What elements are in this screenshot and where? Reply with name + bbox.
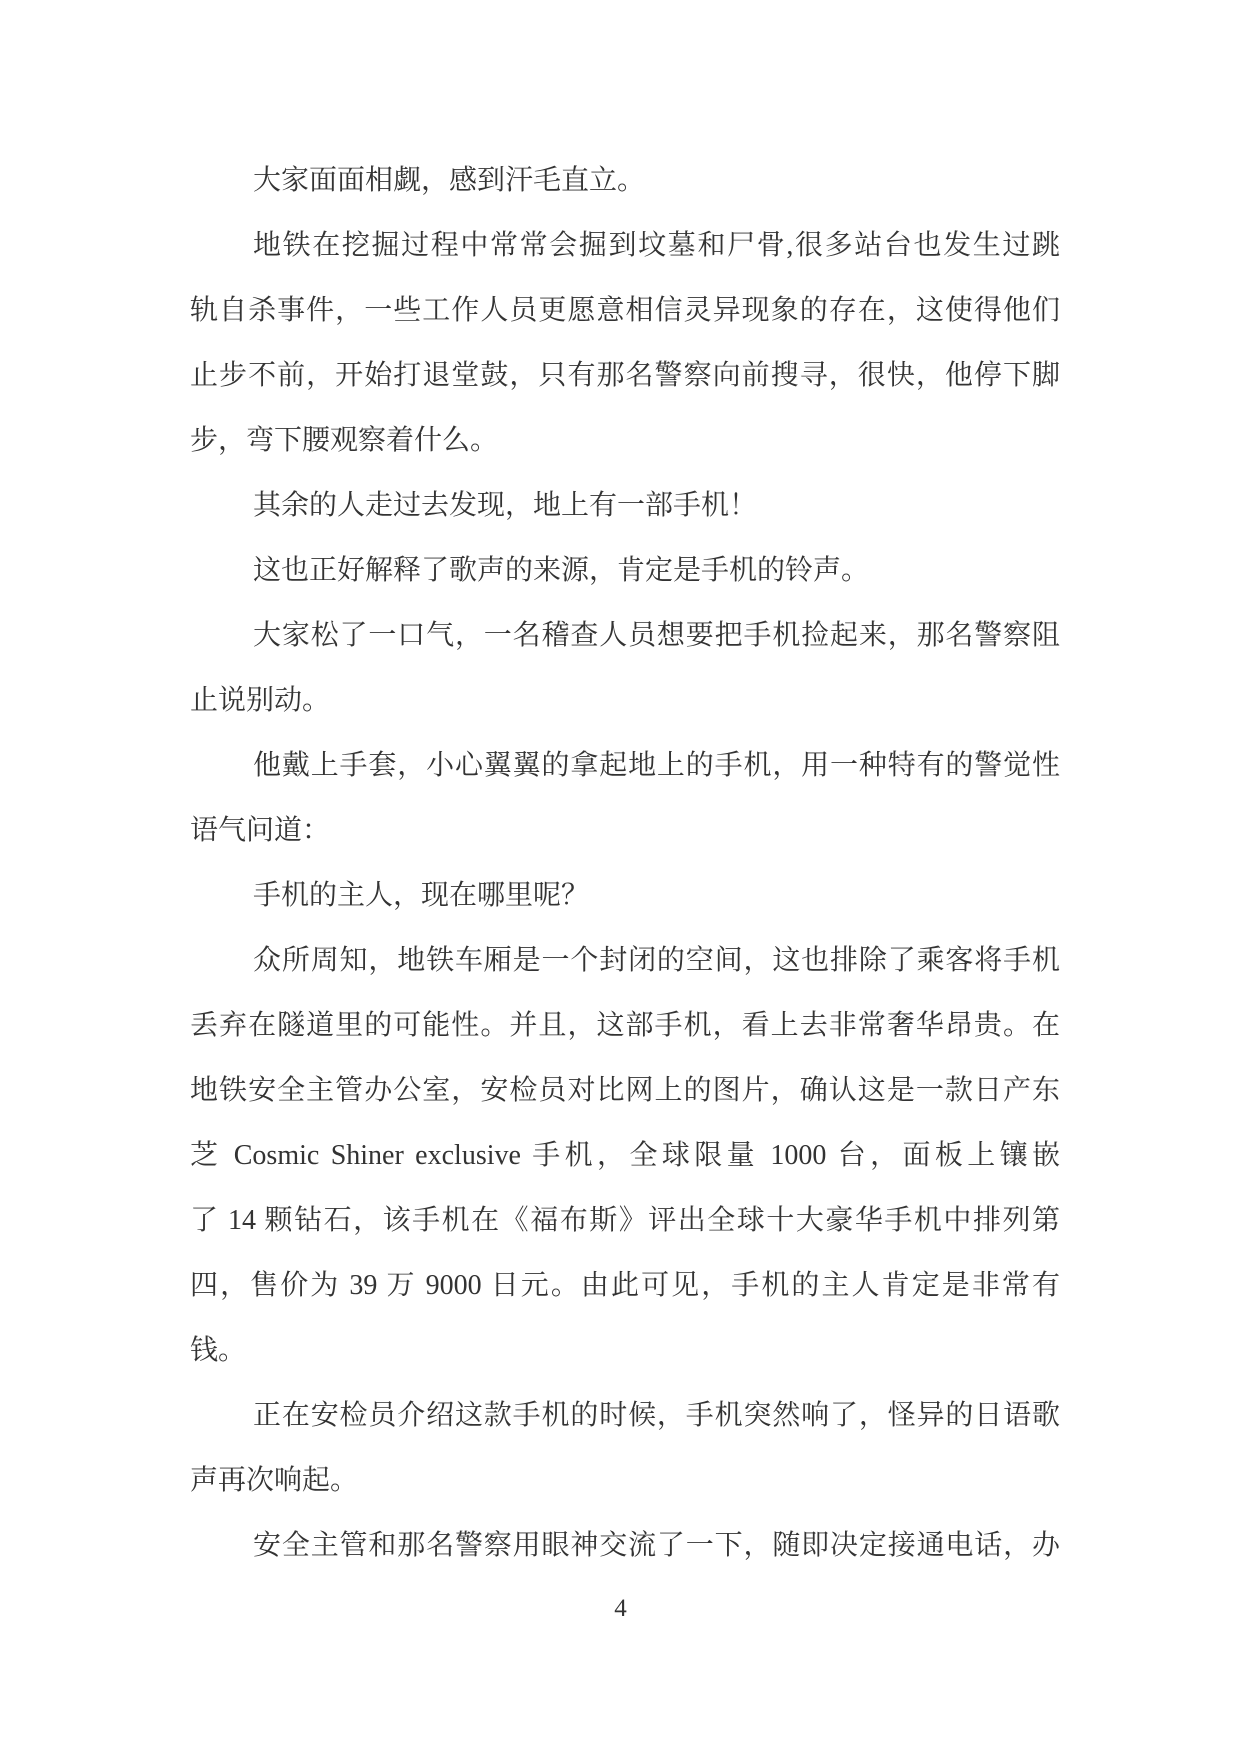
text-line: 地铁在挖掘过程中常常会掘到坟墓和尸骨,很多站台也发生过跳 <box>253 230 1060 261</box>
text-line: 了 14 颗钻石，该手机在《福布斯》评出全球十大豪华手机中排列第 <box>190 1205 1060 1236</box>
text-line: 正在安检员介绍这款手机的时候，手机突然响了，怪异的日语歌 <box>253 1400 1060 1431</box>
text-line: 钱。 <box>190 1335 247 1366</box>
text-line: 止说别动。 <box>190 685 331 716</box>
paragraph <box>190 928 1060 1383</box>
paragraph <box>190 1383 1060 1513</box>
text-line: 大家面面相觑，感到汗毛直立。 <box>253 165 646 196</box>
text-line: 丢弃在隧道里的可能性。并且，这部手机，看上去非常奢华昂贵。在 <box>190 1010 1060 1041</box>
text-line: 手机的主人，现在哪里呢？ <box>253 880 590 911</box>
text-line: 这也正好解释了歌声的来源，肯定是手机的铃声。 <box>253 555 870 586</box>
text-line: 芝 Cosmic Shiner exclusive 手机，全球限量 1000 台，面板上镶嵌 <box>190 1140 1060 1171</box>
text-line: 安全主管和那名警察用眼神交流了一下，随即决定接通电话，办 <box>253 1530 1060 1561</box>
text-line: 步，弯下腰观察着什么。 <box>190 425 499 456</box>
paragraph <box>190 473 1060 538</box>
text-line: 他戴上手套，小心翼翼的拿起地上的手机，用一种特有的警觉性 <box>253 750 1060 781</box>
text-line: 四，售价为 39 万 9000 日元。由此可见，手机的主人肯定是非常有 <box>190 1270 1060 1301</box>
text-line: 众所周知，地铁车厢是一个封闭的空间，这也排除了乘客将手机 <box>253 945 1060 976</box>
text-line: 地铁安全主管办公室，安检员对比网上的图片，确认这是一款日产东 <box>190 1075 1060 1106</box>
text-line: 大家松了一口气，一名稽查人员想要把手机捡起来，那名警察阻 <box>253 620 1060 651</box>
text-line: 语气问道： <box>190 815 331 846</box>
paragraph <box>190 213 1060 473</box>
paragraph <box>190 733 1060 863</box>
paragraph <box>190 1513 1060 1578</box>
text-line: 止步不前，开始打退堂鼓，只有那名警察向前搜寻，很快，他停下脚 <box>190 360 1060 391</box>
text-line: 声再次响起。 <box>190 1465 359 1496</box>
paragraph <box>190 538 1060 603</box>
page-number: 4 <box>614 1595 627 1622</box>
paragraph <box>190 603 1060 733</box>
document-body <box>190 148 1060 1578</box>
paragraph <box>190 148 1060 213</box>
paragraph <box>190 863 1060 928</box>
text-line: 轨自杀事件，一些工作人员更愿意相信灵异现象的存在，这使得他们 <box>190 295 1060 326</box>
text-line: 其余的人走过去发现，地上有一部手机！ <box>253 490 758 521</box>
